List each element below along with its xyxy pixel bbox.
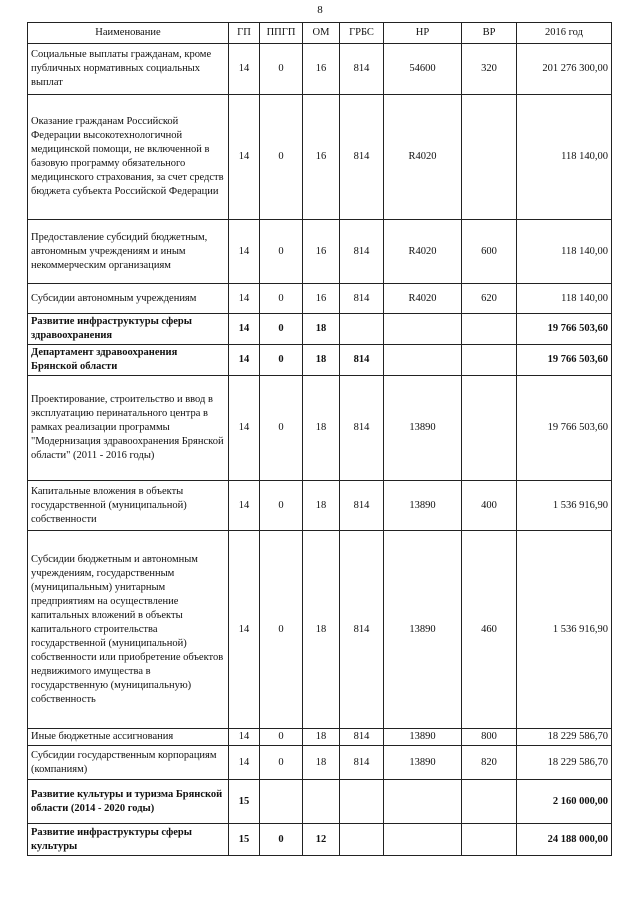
row-amount: 19 766 503,60: [517, 314, 612, 345]
row-om: 16: [303, 44, 340, 95]
row-ppgp: [260, 780, 303, 824]
row-vr: [462, 95, 517, 220]
row-gp: 14: [229, 746, 260, 780]
row-gp: 14: [229, 95, 260, 220]
row-om: 16: [303, 95, 340, 220]
table-row: [28, 314, 612, 345]
row-grbs: [340, 824, 384, 856]
header-vr: ВР: [462, 23, 517, 44]
row-nr: R4020: [384, 95, 462, 220]
row-grbs: 814: [340, 746, 384, 780]
row-ppgp: 0: [260, 345, 303, 376]
row-gp: 14: [229, 345, 260, 376]
row-grbs: 814: [340, 284, 384, 314]
row-ppgp: 0: [260, 481, 303, 531]
row-om: 18: [303, 746, 340, 780]
row-om: 16: [303, 284, 340, 314]
row-vr: [462, 376, 517, 481]
table-body: [28, 44, 612, 856]
header-name: Наименование: [28, 23, 229, 44]
header-year: 2016 год: [517, 23, 612, 44]
row-ppgp: 0: [260, 314, 303, 345]
row-om: 18: [303, 314, 340, 345]
row-ppgp: 0: [260, 220, 303, 284]
row-name: Капитальные вложения в объекты государственной (муниципальной) собственности: [28, 481, 229, 531]
row-amount: 201 276 300,00: [517, 44, 612, 95]
row-om: 18: [303, 531, 340, 729]
row-gp: 14: [229, 376, 260, 481]
row-gp: 14: [229, 44, 260, 95]
row-nr: 13890: [384, 729, 462, 746]
row-name: Оказание гражданам Российской Федерации высокотехнологичной медицинской помощи, не включенной в базовую программу обязательного медицинского страхования, за счет средств бюджета субъекта Российской Федерации: [28, 95, 229, 220]
row-vr: 320: [462, 44, 517, 95]
row-grbs: 814: [340, 531, 384, 729]
row-nr: [384, 780, 462, 824]
row-vr: [462, 780, 517, 824]
row-gp: 14: [229, 284, 260, 314]
row-nr: 13890: [384, 376, 462, 481]
row-grbs: 814: [340, 345, 384, 376]
row-om: 18: [303, 345, 340, 376]
row-nr: [384, 824, 462, 856]
row-nr: R4020: [384, 284, 462, 314]
row-gp: 14: [229, 314, 260, 345]
table-row: [28, 345, 612, 376]
row-nr: [384, 345, 462, 376]
row-ppgp: 0: [260, 746, 303, 780]
row-grbs: [340, 780, 384, 824]
table-row: [28, 729, 612, 746]
row-name: Развитие инфраструктуры сферы здравоохранения: [28, 314, 229, 345]
row-gp: 15: [229, 780, 260, 824]
table-row: [28, 220, 612, 284]
budget-table: [27, 22, 612, 856]
table-row: [28, 824, 612, 856]
header-ppgp: ППГП: [260, 23, 303, 44]
row-grbs: 814: [340, 481, 384, 531]
row-amount: 19 766 503,60: [517, 376, 612, 481]
row-ppgp: 0: [260, 95, 303, 220]
row-vr: [462, 824, 517, 856]
row-nr: 13890: [384, 746, 462, 780]
row-grbs: 814: [340, 44, 384, 95]
row-ppgp: 0: [260, 284, 303, 314]
table-row: [28, 746, 612, 780]
header-gp: ГП: [229, 23, 260, 44]
header-grbs: ГРБС: [340, 23, 384, 44]
table-row: [28, 95, 612, 220]
header-nr: НР: [384, 23, 462, 44]
row-name: Социальные выплаты гражданам, кроме публичных нормативных социальных выплат: [28, 44, 229, 95]
row-nr: [384, 314, 462, 345]
row-amount: 19 766 503,60: [517, 345, 612, 376]
row-nr: R4020: [384, 220, 462, 284]
row-om: [303, 780, 340, 824]
table-row: [28, 780, 612, 824]
row-vr: 460: [462, 531, 517, 729]
row-om: 18: [303, 729, 340, 746]
row-nr: 13890: [384, 481, 462, 531]
row-vr: 820: [462, 746, 517, 780]
row-grbs: [340, 314, 384, 345]
row-name: Предоставление субсидий бюджетным, автономным учреждениям и иным некоммерческим организациям: [28, 220, 229, 284]
row-name: Субсидии бюджетным и автономным учреждениям, государственным (муниципальным) унитарным предприятиям на осуществление капитальных вложений в объекты капитального строительства государственной (муниципальной) собственности или приобретение объектов недвижимого имущества в государственную (муниципальную) собственность: [28, 531, 229, 729]
row-amount: 2 160 000,00: [517, 780, 612, 824]
row-vr: [462, 314, 517, 345]
row-gp: 14: [229, 531, 260, 729]
row-om: 16: [303, 220, 340, 284]
row-name: Иные бюджетные ассигнования: [28, 729, 229, 746]
row-gp: 14: [229, 729, 260, 746]
row-amount: 118 140,00: [517, 95, 612, 220]
table-row: [28, 481, 612, 531]
table-row: [28, 531, 612, 729]
row-amount: 118 140,00: [517, 220, 612, 284]
page-number: 8: [317, 4, 323, 16]
row-vr: 400: [462, 481, 517, 531]
row-name: Департамент здравоохранения Брянской области: [28, 345, 229, 376]
row-vr: 800: [462, 729, 517, 746]
row-name: Развитие культуры и туризма Брянской области (2014 - 2020 годы): [28, 780, 229, 824]
row-ppgp: 0: [260, 376, 303, 481]
row-om: 12: [303, 824, 340, 856]
table-header-row: [28, 23, 612, 44]
row-nr: 54600: [384, 44, 462, 95]
row-amount: 1 536 916,90: [517, 531, 612, 729]
row-gp: 14: [229, 220, 260, 284]
row-ppgp: 0: [260, 531, 303, 729]
row-grbs: 814: [340, 220, 384, 284]
row-amount: 24 188 000,00: [517, 824, 612, 856]
row-name: Развитие инфраструктуры сферы культуры: [28, 824, 229, 856]
row-vr: 600: [462, 220, 517, 284]
row-vr: 620: [462, 284, 517, 314]
row-grbs: 814: [340, 729, 384, 746]
row-amount: 18 229 586,70: [517, 729, 612, 746]
row-amount: 118 140,00: [517, 284, 612, 314]
row-ppgp: 0: [260, 729, 303, 746]
row-name: Проектирование, строительство и ввод в эксплуатацию перинатального центра в рамках реализации программы "Модернизация здравоохранения Брянской области" (2011 - 2016 годы): [28, 376, 229, 481]
row-gp: 15: [229, 824, 260, 856]
row-vr: [462, 345, 517, 376]
row-ppgp: 0: [260, 824, 303, 856]
table-row: [28, 284, 612, 314]
row-amount: 18 229 586,70: [517, 746, 612, 780]
row-ppgp: 0: [260, 44, 303, 95]
row-name: Субсидии государственным корпорациям (компаниям): [28, 746, 229, 780]
row-gp: 14: [229, 481, 260, 531]
table-row: [28, 44, 612, 95]
row-om: 18: [303, 481, 340, 531]
row-nr: 13890: [384, 531, 462, 729]
table-row: [28, 376, 612, 481]
header-om: ОМ: [303, 23, 340, 44]
row-name: Субсидии автономным учреждениям: [28, 284, 229, 314]
row-amount: 1 536 916,90: [517, 481, 612, 531]
row-grbs: 814: [340, 95, 384, 220]
row-grbs: 814: [340, 376, 384, 481]
row-om: 18: [303, 376, 340, 481]
